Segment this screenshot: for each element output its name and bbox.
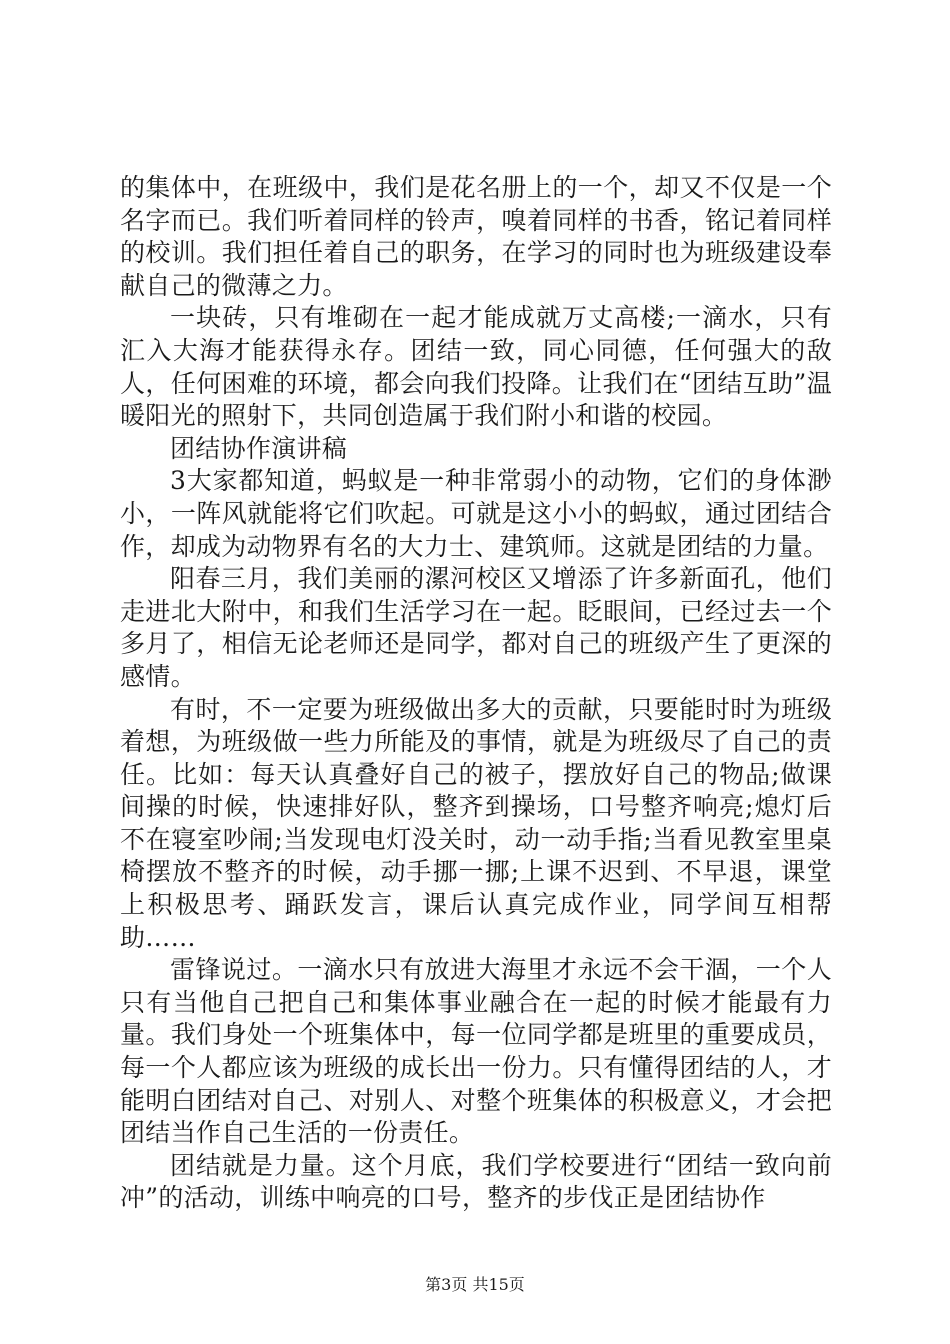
paragraph-ants: 3大家都知道，蚂蚁是一种非常弱小的动物，它们的身体渺小，一阵风就能将它们吹起。可就是这小小的蚂蚁，通过团结合作，却成为动物界有名的大力士、建筑师。这就是团结的力量。 xyxy=(120,466,832,561)
paragraph-unity-is-strength: 团结就是力量。这个月底，我们学校要进行“团结一致向前冲”的活动，训练中响亮的口号，整齐的步伐正是团结协作 xyxy=(120,1150,832,1213)
paragraph-lei-feng: 雷锋说过。一滴水只有放进大海里才永远不会干涸，一个人只有当他自己把自己和集体事业融合在一起的时候才能最有力量。我们身处一个班集体中，每一位同学都是班里的重要成员，每一个人都应该为班级的成长出一份力。只有懂得团结的人，才能明白团结对自己、对别人、对整个班集体的积极意义，才会把团结当作自己生活的一份责任。 xyxy=(120,955,832,1148)
document-body xyxy=(120,172,832,1215)
paragraph-responsibility: 有时，不一定要为班级做出多大的贡献，只要能时时为班级着想，为班级做一些力所能及的事情，就是为班级尽了自己的责任。比如：每天认真叠好自己的被子，摆放好自己的物品;做课间操的时候，快速排好队，整齐到操场，口号整齐响亮;熄灯后不在寝室吵闹;当发现电灯没关时，动一动手指;当看见教室里桌椅摆放不整齐的时候，动手挪一挪;上课不迟到、不早退，课堂上积极思考、踊跃发言，课后认真完成作业，同学间互相帮助…… xyxy=(120,694,832,952)
paragraph-continuation: 的集体中，在班级中，我们是花名册上的一个，却又不仅是一个名字而已。我们听着同样的铃声，嗅着同样的书香，铭记着同样的校训。我们担任着自己的职务，在学习的同时也为班级建设奉献自己的微薄之力。 xyxy=(120,173,832,300)
paragraph-spring-march: 阳春三月，我们美丽的漯河校区又增添了许多新面孔，他们走进北大附中，和我们生活学习在一起。眨眼间，已经过去一个多月了，相信无论老师还是同学，都对自己的班级产生了更深的感情。 xyxy=(120,564,832,691)
paragraph-brick-and-water: 一块砖，只有堆砌在一起才能成就万丈高楼;一滴水，只有汇入大海才能获得永存。团结一致，同心同德，任何强大的敌人，任何困难的环境，都会向我们投降。让我们在“团结互助”温暖阳光的照射下，共同创造属于我们附小和谐的校园。 xyxy=(120,303,832,431)
page-number-footer: 第3页 共15页 xyxy=(425,1275,525,1294)
section-heading: 团结协作演讲稿 xyxy=(170,433,348,463)
